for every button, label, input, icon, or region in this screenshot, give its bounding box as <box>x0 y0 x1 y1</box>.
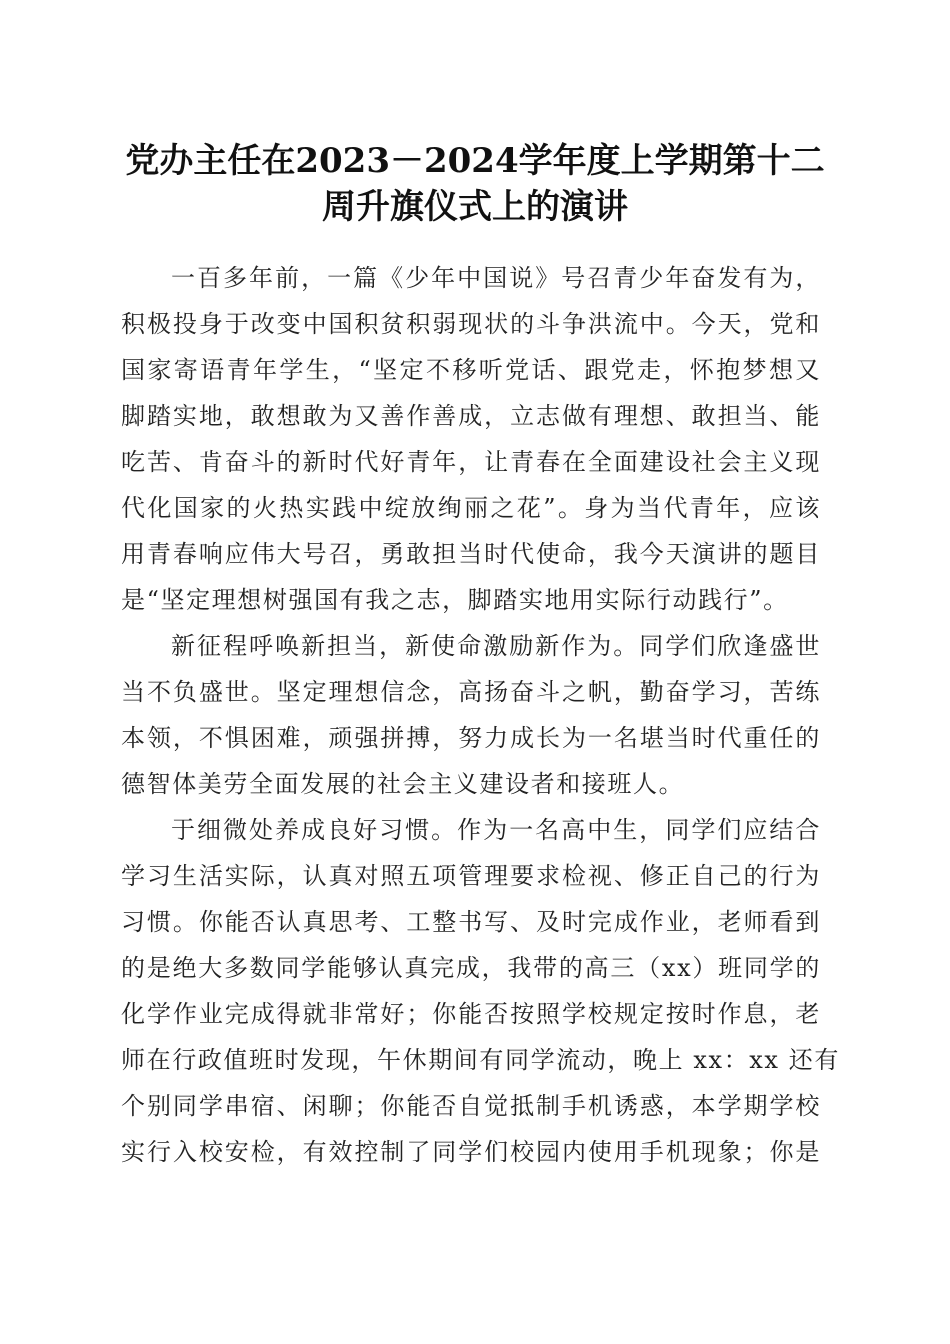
document-body <box>121 255 840 1175</box>
text-line: 脚踏实地，敢想敢为又善作善成，立志做有理想、敢担当、能 <box>121 402 821 430</box>
title-line-2: 周升旗仪式上的演讲 <box>322 187 628 227</box>
text-line: 师在行政值班时发现，午休期间有同学流动，晚上 xx：xx 还有 <box>121 1046 840 1074</box>
text-line: 实行入校安检，有效控制了同学们校园内使用手机现象；你是 <box>121 1138 821 1166</box>
text-line: 学习生活实际，认真对照五项管理要求检视、修正自己的行为 <box>121 862 821 890</box>
text-line: 本领，不惧困难，顽强拼搏，努力成长为一名堪当时代重任的 <box>121 724 821 752</box>
text-line: 的是绝大多数同学能够认真完成，我带的高三（xx）班同学的 <box>121 954 821 982</box>
text-line: 新征程呼唤新担当，新使命激励新作为。同学们欣逢盛世 <box>171 632 821 660</box>
document-title <box>110 138 840 230</box>
text-line: 代化国家的火热实践中绽放绚丽之花”。身为当代青年，应该 <box>121 494 821 522</box>
text-line: 习惯。你能否认真思考、工整书写、及时完成作业，老师看到 <box>121 908 821 936</box>
text-line: 于细微处养成良好习惯。作为一名高中生，同学们应结合 <box>171 816 821 844</box>
paragraph-1 <box>121 255 821 623</box>
text-line: 德智体美劳全面发展的社会主义建设者和接班人。 <box>121 770 685 798</box>
paragraph-2 <box>121 623 821 807</box>
text-line: 国家寄语青年学生，“坚定不移听党话、跟党走，怀抱梦想又 <box>121 356 821 384</box>
text-line: 用青春响应伟大号召，勇敢担当时代使命，我今天演讲的题目 <box>121 540 821 568</box>
title-line-1: 党办主任在2023－2024学年度上学期第十二 <box>125 141 825 181</box>
text-line: 当不负盛世。坚定理想信念，高扬奋斗之帆，勤奋学习，苦练 <box>121 678 821 706</box>
text-line: 一百多年前，一篇《少年中国说》号召青少年奋发有为， <box>171 264 821 292</box>
text-line: 是“坚定理想树强国有我之志，脚踏实地用实际行动践行”。 <box>121 586 789 614</box>
paragraph-3 <box>121 807 840 1175</box>
text-line: 化学作业完成得就非常好；你能否按照学校规定按时作息，老 <box>121 1000 821 1028</box>
text-line: 个别同学串宿、闲聊；你能否自觉抵制手机诱惑，本学期学校 <box>121 1092 821 1120</box>
text-line: 吃苦、肯奋斗的新时代好青年，让青春在全面建设社会主义现 <box>121 448 821 476</box>
text-line: 积极投身于改变中国积贫积弱现状的斗争洪流中。今天，党和 <box>121 310 821 338</box>
